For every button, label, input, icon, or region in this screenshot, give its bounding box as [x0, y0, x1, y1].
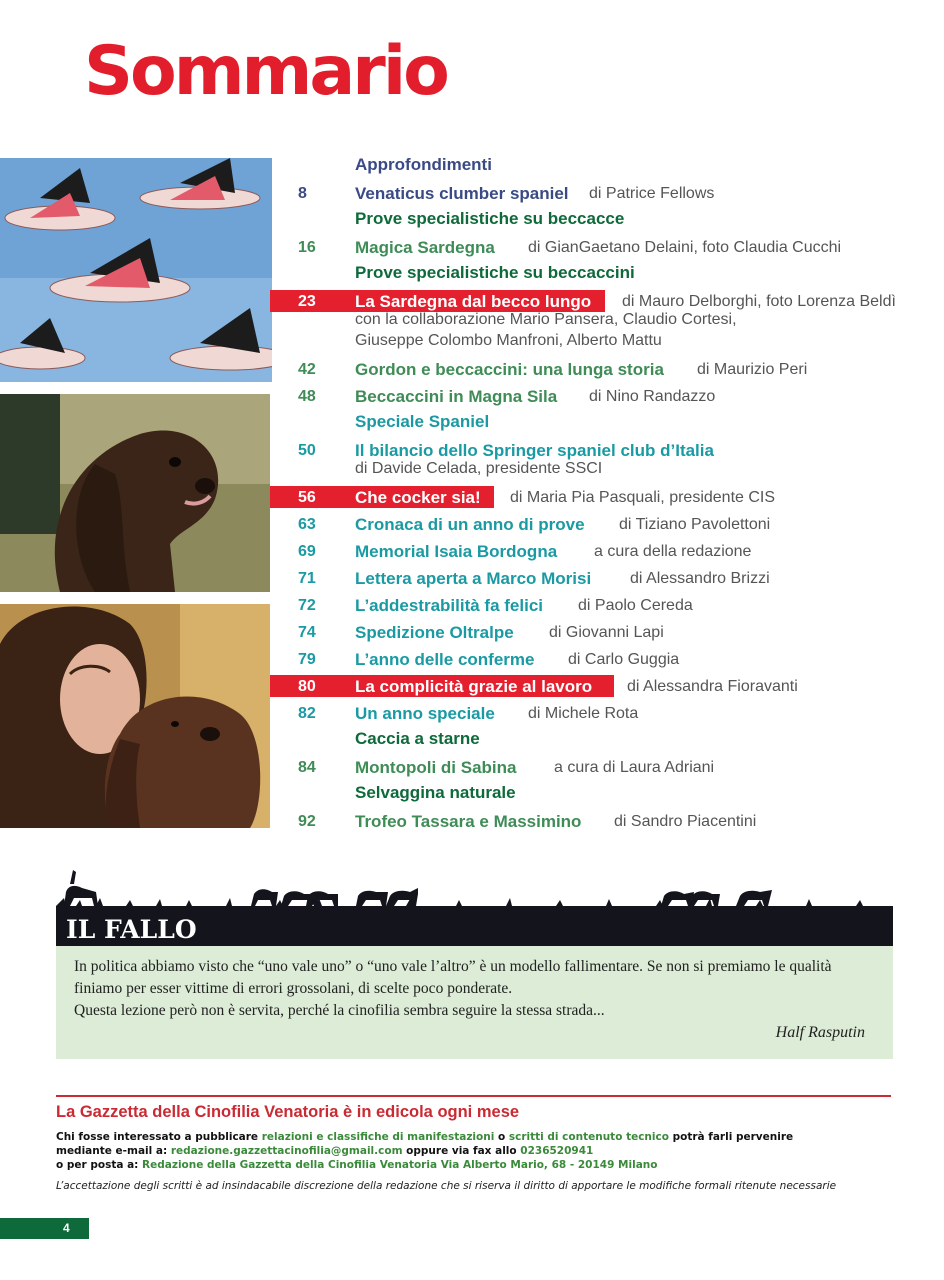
page-number: 4	[63, 1221, 70, 1235]
toc-entry[interactable]	[270, 182, 944, 207]
page-title: Sommario	[84, 32, 447, 111]
toc-title: La Sardegna dal becco lungo	[355, 292, 592, 311]
toc-author: a cura della redazione	[594, 543, 752, 560]
toc-section-heading: Speciale Spaniel	[355, 412, 490, 431]
toc-author: di Sandro Piacentini	[614, 813, 757, 830]
fallo-line: finiamo per esser vittime di errori grossolani, di scelte poco ponderate.	[74, 980, 513, 997]
toc-title: Venaticus clumber spaniel	[355, 184, 569, 203]
toc-author: a cura di Laura Adriani	[554, 759, 715, 776]
toc-title: Trofeo Tassara e Massimino	[355, 812, 582, 831]
toc-section-heading: Approfondimenti	[355, 155, 492, 174]
hunting-dogs-silhouette	[56, 862, 893, 914]
toc-title: Lettera aperta a Marco Morisi	[355, 569, 592, 588]
toc-title: Un anno speciale	[355, 704, 495, 723]
toc-page-number: 23	[298, 293, 316, 310]
toc-author-continued: con la collaborazione Mario Pansera, Claudio Cortesi,	[355, 311, 737, 328]
fallo-line: In politica abbiamo visto che “uno vale uno” o “uno vale l’altro” è un modello fallimentare. Se non si premiamo le qualità	[74, 958, 832, 975]
toc-title: Il bilancio dello Springer spaniel club d’Italia	[355, 441, 714, 460]
toc-entry[interactable]	[270, 540, 944, 565]
toc-title: Spedizione Oltralpe	[355, 623, 514, 642]
toc-section-heading: Prove specialistiche su beccaccini	[355, 263, 635, 282]
toc-author: di Giovanni Lapi	[549, 624, 664, 641]
fallo-header-bar	[56, 912, 893, 946]
toc-entry[interactable]	[270, 675, 944, 700]
toc-author: di Alessandra Fioravanti	[627, 678, 798, 695]
toc-author: di Nino Randazzo	[589, 388, 716, 405]
toc-author: di Carlo Guggia	[568, 651, 680, 668]
toc-author-continued: di Davide Celada, presidente SSCI	[355, 460, 603, 477]
flamingos-photo	[0, 158, 272, 382]
toc-section-heading: Caccia a starne	[355, 729, 480, 748]
toc-author: di Alessandro Brizzi	[630, 570, 770, 587]
toc-entry[interactable]	[270, 486, 944, 511]
toc-title: Beccaccini in Magna Sila	[355, 387, 558, 406]
fallo-box	[56, 946, 893, 1059]
toc-author: di Maria Pia Pasquali, presidente CIS	[510, 489, 776, 506]
toc-title: La complicità grazie al lavoro	[355, 677, 593, 696]
toc-entry[interactable]	[270, 756, 944, 781]
fallo-title: IL FALLO	[66, 915, 197, 944]
toc-page-number: 16	[298, 239, 316, 256]
fallo-line: Questa lezione però non è servita, perché la cinofilia sembra seguire la stessa strada...	[74, 1002, 605, 1019]
toc-author: di Maurizio Peri	[697, 361, 808, 378]
toc-author: di Michele Rota	[528, 705, 639, 722]
info-line-2: mediante e-mail a: redazione.gazzettacinofilia@gmail.com oppure via fax allo 0236520941	[56, 1145, 594, 1157]
toc-section-heading: Selvaggina naturale	[355, 783, 516, 802]
toc-page-number: 74	[298, 624, 316, 641]
fallo-signature: Half Rasputin	[775, 1024, 865, 1041]
toc-title: Magica Sardegna	[355, 238, 495, 257]
toc-page-number: 71	[298, 570, 316, 587]
toc-title: Che cocker sia!	[355, 488, 481, 507]
toc-page-number: 79	[298, 651, 316, 668]
toc-title: Gordon e beccaccini: una lunga storia	[355, 360, 664, 379]
toc-page-number: 84	[298, 759, 316, 776]
acceptance-note: L’accettazione degli scritti è ad insindacabile discrezione della redazione che si riserva il diritto di apportare le modifiche formali ritenute necessarie	[56, 1180, 837, 1192]
toc-title: Memorial Isaia Bordogna	[355, 542, 558, 561]
toc-entry[interactable]	[270, 621, 944, 646]
toc-page-number: 92	[298, 813, 316, 830]
toc-page-number: 69	[298, 543, 316, 560]
toc-entry[interactable]	[270, 702, 944, 727]
toc-author: di Tiziano Pavolettoni	[619, 516, 771, 533]
toc-author: di Mauro Delborghi, foto Lorenza Beldì	[622, 293, 896, 310]
toc-author: di GianGaetano Delaini, foto Claudia Cucchi	[528, 239, 842, 256]
toc-entry[interactable]	[270, 810, 944, 835]
toc-author: di Patrice Fellows	[589, 185, 715, 202]
toc-entry[interactable]	[270, 358, 944, 383]
toc-author: di Paolo Cereda	[578, 597, 693, 614]
toc-title: L’anno delle conferme	[355, 650, 535, 669]
info-line-3: o per posta a: Redazione della Gazzetta della Cinofilia Venatoria Via Alberto Mario, 68 - 20149 Milano	[56, 1159, 658, 1171]
toc-page-number: 42	[298, 361, 316, 378]
toc-entry[interactable]	[270, 567, 944, 592]
brown-spaniel-photo	[0, 394, 270, 592]
toc-entry[interactable]	[270, 594, 944, 619]
toc-page-number: 72	[298, 597, 316, 614]
toc-title: L’addestrabilità fa felici	[355, 596, 544, 615]
toc-page-number: 48	[298, 388, 316, 405]
toc-page-number: 8	[298, 185, 307, 202]
info-line-1: Chi fosse interessato a pubblicare relazioni e classifiche di manifestazioni o scritti di contenuto tecnico potrà farli pervenire	[56, 1131, 794, 1143]
toc-entry[interactable]	[270, 513, 944, 538]
toc-title: Cronaca di un anno di prove	[355, 515, 585, 534]
fax-number: 0236520941	[520, 1145, 594, 1157]
toc-entry[interactable]	[270, 648, 944, 673]
girl-with-spaniel-photo	[0, 604, 270, 828]
toc-page-number: 80	[298, 678, 316, 695]
toc-page-number: 56	[298, 489, 316, 506]
toc-page-number: 63	[298, 516, 316, 533]
toc-section-heading: Prove specialistiche su beccacce	[355, 209, 625, 228]
email-link[interactable]: redazione.gazzettacinofilia@gmail.com	[170, 1145, 403, 1157]
toc-author-continued: Giuseppe Colombo Manfroni, Alberto Mattu	[355, 332, 662, 349]
page-number-box	[0, 1218, 89, 1239]
gazzetta-heading: La Gazzetta della Cinofilia Venatoria è in edicola ogni mese	[56, 1103, 520, 1121]
toc-entry[interactable]	[270, 385, 944, 410]
toc-page-number: 82	[298, 705, 316, 722]
toc-page-number: 50	[298, 442, 316, 459]
toc-title: Montopoli di Sabina	[355, 758, 517, 777]
divider	[56, 1095, 891, 1097]
toc-entry[interactable]	[270, 236, 944, 261]
